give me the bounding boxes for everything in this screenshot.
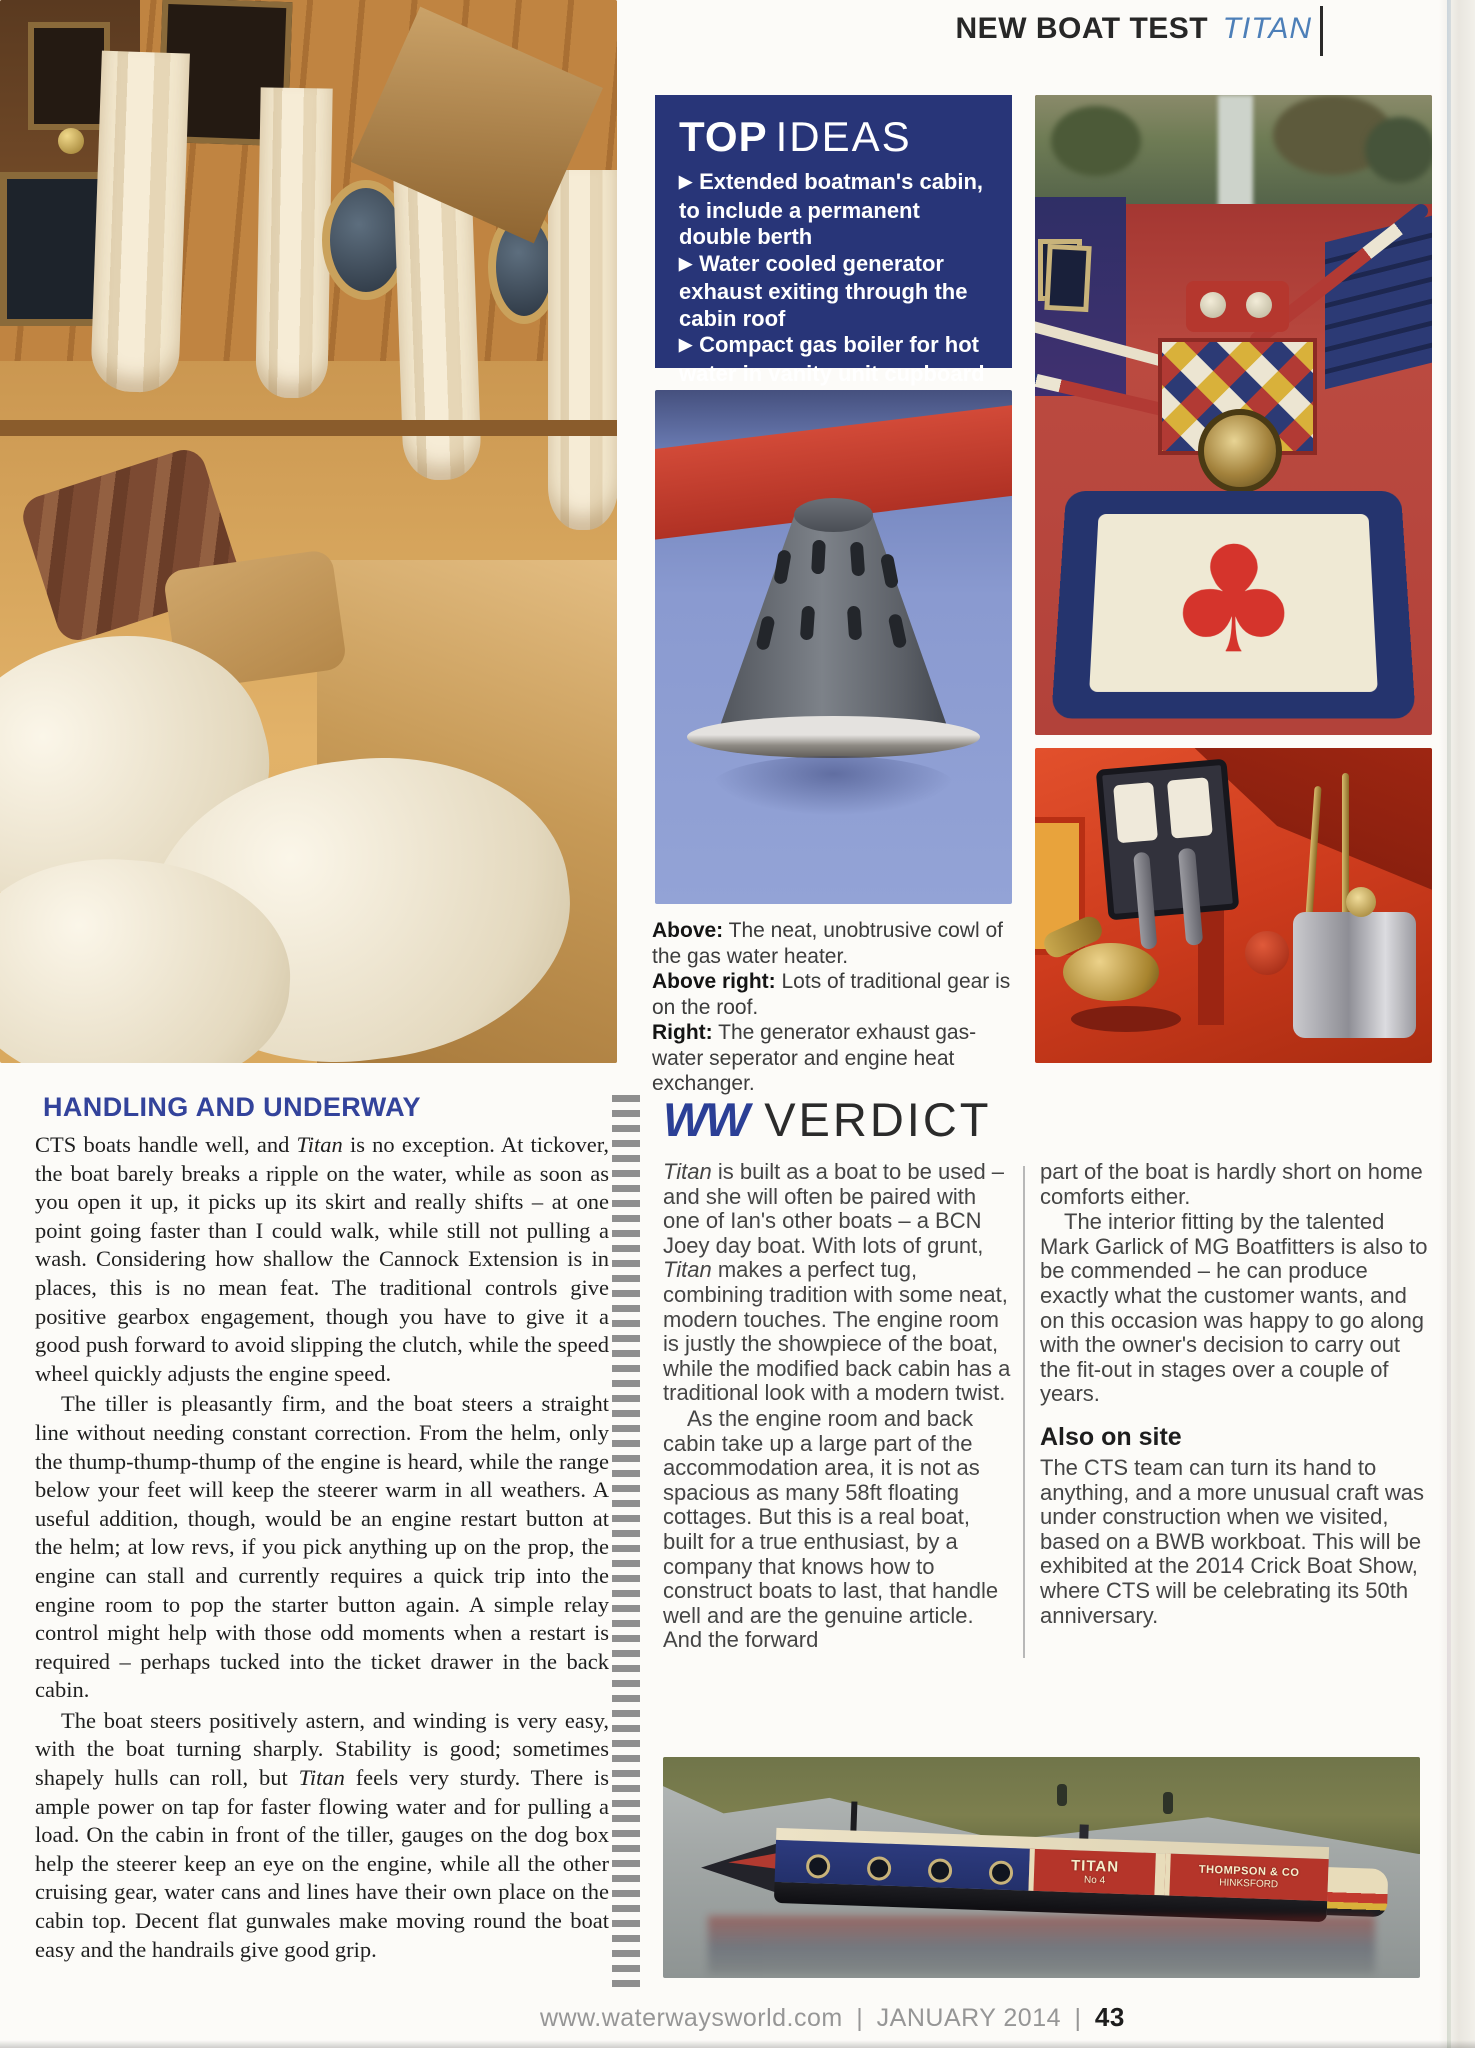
caption-above-right xyxy=(652,969,1014,1020)
water-reflection xyxy=(708,1916,1374,1973)
bullet-triangle-icon: ▶ xyxy=(679,172,693,191)
article-paragraph: The tiller is pleasantly firm, and the boat steers a straight line without needing constant correction. From the helm, only the thump-thump-thump of the engine is heard, while the range below your feet will keep the steerer warm in all weathers. A useful addition, though, would be an engine restart button at the helm; at low revs, if you pick anything up on the prop, the engine can stall and currently requires a quick trip into the engine room to pop the starter button again. A simple relay control might help with those odd moments when a restart is required – perhaps tucked into the ticket drawer in the back cabin. xyxy=(35,1391,609,1703)
top-ideas-item xyxy=(679,251,988,333)
coil-binding-decoration xyxy=(612,1095,640,1990)
article-heading: HANDLING AND UNDERWAY xyxy=(43,1092,421,1122)
cowl-cap xyxy=(794,498,873,532)
roof-gear-photo xyxy=(1035,95,1432,735)
verdict-paragraph: As the engine room and back cabin take up a large part of the accommodation area, it is not as spacious as many 58ft floating cottages. But this is a real boat, built for a true enthusiast, by a company that knows how to construct boats to last, that handle well and are the genuine article. And the forward xyxy=(663,1405,999,1653)
verdict-title: VERDICT xyxy=(764,1093,992,1146)
curtain xyxy=(548,170,617,530)
gauge-bracket xyxy=(1186,281,1289,332)
picture-frame xyxy=(28,22,110,130)
cowl-slot xyxy=(850,542,865,577)
footer-separator: | xyxy=(1074,2004,1082,2032)
verdict-column-2 xyxy=(1040,1160,1428,1629)
caption-text: Lots of traditional gear is on the roof. xyxy=(652,970,1011,1019)
verdict-column-1 xyxy=(663,1160,1013,1654)
top-ideas-box xyxy=(655,95,1012,386)
gauge-face xyxy=(1168,777,1213,839)
verdict-header xyxy=(663,1092,991,1147)
porthole xyxy=(927,1857,952,1882)
column-divider xyxy=(1023,1166,1025,1658)
caption-above xyxy=(652,918,1014,969)
footer-website: www.waterwaysworld.com xyxy=(540,2004,843,2032)
cowl-cone xyxy=(719,508,947,728)
cowl-shadow xyxy=(712,756,955,816)
fisherman-figure xyxy=(1057,1784,1067,1806)
top-ideas-item-text: Water cooled generator exhaust exiting through the cabin roof xyxy=(679,250,968,331)
place-lettering: HINKSFORD xyxy=(1218,1876,1279,1890)
header-rule xyxy=(1320,6,1323,56)
cabin-window xyxy=(0,172,106,326)
cowl-slot xyxy=(811,540,826,575)
red-dome xyxy=(1245,931,1289,975)
caption-right xyxy=(652,1020,1014,1097)
caption-label: Above right: xyxy=(652,970,776,993)
hose xyxy=(1133,852,1158,950)
boat-stern xyxy=(1326,1866,1388,1916)
hose xyxy=(1178,848,1203,946)
caption-label: Right: xyxy=(652,1021,713,1044)
caption-text: The generator exhaust gas-water seperator and engine heat exchanger. xyxy=(652,1021,977,1095)
page-header xyxy=(700,12,1312,46)
club-symbol-icon: ♣ xyxy=(1163,517,1303,690)
boat-name-title: TITAN xyxy=(1222,12,1312,45)
verdict-paragraph: Titan is built as a boat to be used – and she will often be paired with one of Ian's other boats – a BCN Joey day boat. With lots of grunt, Titan makes a perfect tug, combining tradition with some neat, modern touches. The engine room is justly the showpiece of the boat, while the modified back cabin has a traditional look with a modern twist. xyxy=(663,1159,1011,1406)
also-on-site-heading: Also on site xyxy=(1040,1422,1182,1451)
tree xyxy=(1051,106,1141,176)
gauge-dial xyxy=(1200,292,1226,318)
brass-cap xyxy=(1346,887,1376,917)
moored-boats xyxy=(1035,197,1126,395)
boat-body xyxy=(774,1827,1329,1921)
verdict-paragraph: part of the boat is hardly short on home comforts either. xyxy=(1040,1159,1423,1209)
top-ideas-item xyxy=(679,332,988,387)
top-ideas-item-text: Compact gas boiler for hot water in vanity unit cupboard xyxy=(679,332,985,386)
top-ideas-title-light: IDEAS xyxy=(775,113,912,160)
porthole xyxy=(866,1855,891,1880)
gas-heater-cowl-photo xyxy=(655,390,1012,904)
red-panel-name xyxy=(1028,1848,1155,1894)
bullet-triangle-icon: ▶ xyxy=(679,253,693,273)
shelf-rail xyxy=(0,420,617,436)
top-ideas-item xyxy=(679,169,988,251)
also-on-site-text: The CTS team can turn its hand to anything, and a more unusual craft was under construction when we visited, based on a BWB workboat. This will be exhibited at the 2014 Crick Boat Show, where CTS will be celebrating its 50th anniversary. xyxy=(1040,1454,1425,1628)
page-bottom-shadow xyxy=(0,2040,1475,2048)
caption-label: Above: xyxy=(652,919,724,942)
top-ideas-title xyxy=(679,113,988,161)
page-footer xyxy=(540,2002,1125,2033)
ww-logo: WW xyxy=(663,1093,748,1146)
cowl-slot xyxy=(847,606,862,641)
gauge-face xyxy=(1113,782,1158,844)
article-column xyxy=(35,1092,609,1966)
top-ideas-item-text: Extended boatman's cabin, to include a permanent double berth xyxy=(679,169,984,249)
gauge-board xyxy=(1096,758,1240,919)
porthole xyxy=(988,1859,1013,1884)
tree xyxy=(1365,117,1433,183)
fisherman-figure xyxy=(1163,1792,1173,1814)
company-lettering: THOMPSON & CO xyxy=(1198,1863,1300,1879)
hatch-panel xyxy=(1089,515,1378,693)
section-kicker: NEW BOAT TEST xyxy=(955,12,1209,45)
blue-cabin-panel xyxy=(775,1839,1030,1890)
boat-number-lettering: No 4 xyxy=(1083,1874,1106,1886)
narrowboat xyxy=(700,1825,1376,1924)
footer-issue: JANUARY 2014 xyxy=(876,2004,1062,2032)
cowl-skirt xyxy=(687,716,980,758)
heat-exchanger xyxy=(1293,912,1416,1038)
porthole xyxy=(805,1853,830,1878)
engine-room-photo xyxy=(1035,748,1432,1063)
footer-separator: | xyxy=(856,2004,864,2032)
jug-base xyxy=(1071,1006,1181,1032)
article-paragraph: CTS boats handle well, and Titan is no exception. At tickover, the boat barely breaks a ripple on the water, while as soon as you open it up, it picks up its skirt and really shifts – at one point going faster than I could walk, while still not pulling a wash. Considering how shallow the Cannock Extension is in places, this is no mean feat. The traditional controls give positive gearbox engagement, though you have to give it a good push forward to avoid slipping the clutch, while the speed wheel quickly adjusts the engine speed. xyxy=(35,1132,609,1386)
photo-captions xyxy=(652,918,1014,1097)
hatch-cover xyxy=(1051,491,1416,719)
article-paragraph: The boat steers positively astern, and winding is very easy, with the boat turning sharply. Stability is good; sometimes shapely hulls can roll, but Titan feels very sturdy. There is ample power on tap for faster flowing water and for pulling a load. On the cabin in front of the tiller, gauges on the dog box help the steerer keep an eye on the engine, while all the other cruising gear, water cans and lines have their own place on the cabin top. Decent flat gunwales make moving round the boat easy and the handrails give good grip. xyxy=(35,1707,609,1962)
bullet-triangle-icon: ▶ xyxy=(679,335,693,354)
top-ideas-title-strong: TOP xyxy=(679,113,768,160)
brass-bell xyxy=(58,128,84,154)
brass-oil-can xyxy=(1063,943,1159,1001)
interior-photo xyxy=(0,0,617,1063)
verdict-paragraph: The interior fitting by the talented Mark Garlick of MG Boatfitters is also to be commended – he can produce exactly what the customer wants, and on this occasion was happy to go along with the owner's decision to carry out the fit-out in stages over a couple of years. xyxy=(1040,1209,1428,1407)
gauge-dial xyxy=(1246,292,1272,318)
brass-mushroom-vent xyxy=(1198,409,1282,493)
canal-boat-photo xyxy=(663,1757,1420,1978)
footer-page-number: 43 xyxy=(1094,2002,1125,2032)
page-edge xyxy=(1439,0,1475,2048)
curtain xyxy=(90,51,190,394)
caption-text: The neat, unobtrusive cowl of the gas water heater. xyxy=(652,919,1003,968)
boat-name-lettering: TITAN xyxy=(1070,1856,1120,1876)
cabin-window xyxy=(1044,244,1091,312)
red-panel-company xyxy=(1164,1853,1328,1901)
